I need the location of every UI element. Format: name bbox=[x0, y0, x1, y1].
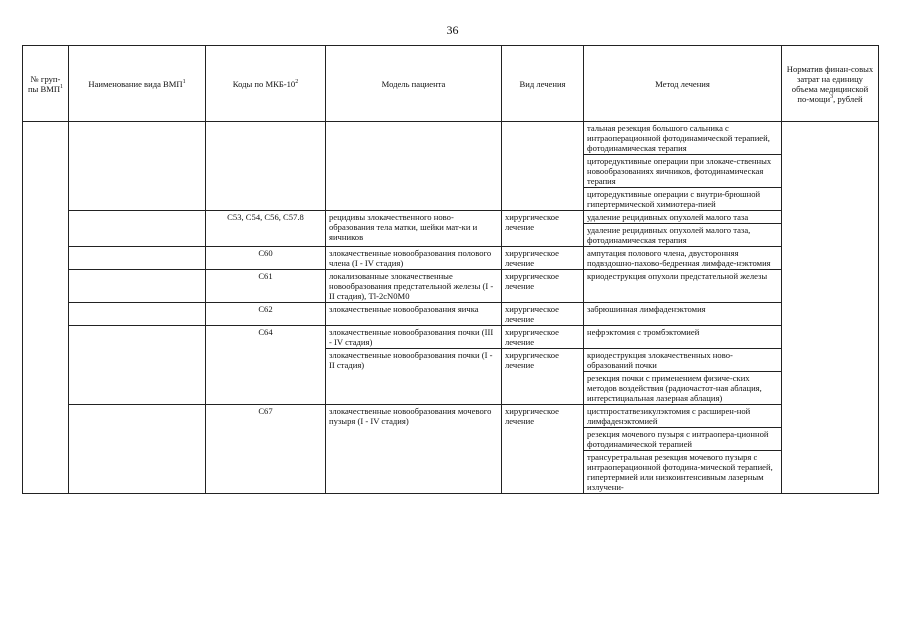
method-cell: трансуретральная резекция мочевого пузыря с интраоперационной фотодина-мической терапией, гипертермией или низкоинтенсивным лазерным излучени- bbox=[584, 451, 782, 494]
header-treatment: Вид лечения bbox=[502, 46, 584, 122]
name-cell bbox=[69, 247, 206, 270]
name-cell bbox=[69, 326, 206, 405]
header-codes: Коды по МКБ-$10^2$ bbox=[206, 46, 326, 122]
treatment-cell: хирургическое лечение bbox=[502, 326, 584, 349]
table-row bbox=[23, 303, 879, 326]
name-cell bbox=[69, 270, 206, 303]
vmp-table bbox=[22, 45, 879, 494]
treatment-cell: хирургическое лечение bbox=[502, 303, 584, 326]
method-cell: криодеструкция злокачественных ново-образований почки bbox=[584, 349, 782, 372]
method-cell: удаление рецидивных опухолей малого таза bbox=[584, 211, 782, 224]
page-number: 36 bbox=[446, 23, 459, 37]
header-name: Наименование вида ВМП$^1$ bbox=[69, 46, 206, 122]
treatment-cell: хирургическое лечение bbox=[502, 270, 584, 303]
table-row bbox=[23, 405, 879, 428]
code-cell: C67 bbox=[206, 405, 326, 494]
table-row bbox=[23, 211, 879, 224]
method-cell: резекция мочевого пузыря с интраопера-ционной фотодинамической терапией bbox=[584, 428, 782, 451]
table-row bbox=[23, 247, 879, 270]
norm-cell bbox=[782, 122, 879, 494]
method-cell: удаление рецидивных опухолей малого таза, фотодинамическая терапия bbox=[584, 224, 782, 247]
name-cell bbox=[69, 211, 206, 247]
header-norm: Норматив финан-совых затрат на единицу объема медицинской по-мощи$^3$, рублей bbox=[782, 46, 879, 122]
model-cell: злокачественные новообразования почки (III - IV стадия) bbox=[326, 326, 502, 349]
method-cell: нефрэктомия с тромбэктомией bbox=[584, 326, 782, 349]
treatment-cell: хирургическое лечение bbox=[502, 211, 584, 247]
model-cell: локализованные злокачественные новообразования предстательной железы (I - II стадия), Tl-2cN0M0 bbox=[326, 270, 502, 303]
treatment-cell bbox=[502, 122, 584, 211]
method-cell: забрюшинная лимфаденэктомия bbox=[584, 303, 782, 326]
header-row bbox=[23, 46, 879, 122]
method-cell: тальная резекция большого сальника с интраоперационной фотодинамической терапией, фотодинамическая терапия bbox=[584, 122, 782, 155]
code-cell: C61 bbox=[206, 270, 326, 303]
method-cell: цистпростатвезикулэктомия с расширен-ной лимфаденэктомией bbox=[584, 405, 782, 428]
code-cell: C64 bbox=[206, 326, 326, 405]
treatment-cell: хирургическое лечение bbox=[502, 247, 584, 270]
header-model: Модель пациента bbox=[326, 46, 502, 122]
model-cell: злокачественные новообразования почки (I - II стадия) bbox=[326, 349, 502, 405]
code-cell: C60 bbox=[206, 247, 326, 270]
code-cell: C53, C54, C56, C57.8 bbox=[206, 211, 326, 247]
model-cell: злокачественные новообразования яичка bbox=[326, 303, 502, 326]
header-group: № груп-пы ВМП$^1$ bbox=[23, 46, 69, 122]
method-cell: резекция почки с применением физиче-ских методов воздействия (радиочастот-ная аблация, интерстициальная лазерная аблация) bbox=[584, 372, 782, 405]
group-cell bbox=[23, 122, 69, 494]
code-cell bbox=[206, 122, 326, 211]
model-cell: рецидивы злокачественного ново-образования тела матки, шейки мат-ки и яичников bbox=[326, 211, 502, 247]
code-cell: C62 bbox=[206, 303, 326, 326]
method-cell: криодеструкция опухоли предстательной железы bbox=[584, 270, 782, 303]
name-cell bbox=[69, 122, 206, 211]
header-method: Метод лечения bbox=[584, 46, 782, 122]
model-cell: злокачественные новообразования мочевого пузыря (I - IV стадия) bbox=[326, 405, 502, 494]
table-row bbox=[23, 270, 879, 303]
model-cell bbox=[326, 122, 502, 211]
table-row bbox=[23, 326, 879, 349]
name-cell bbox=[69, 303, 206, 326]
method-cell: ампутация полового члена, двусторонняя подвздошно-пахово-бедренная лимфаде-нэктомия bbox=[584, 247, 782, 270]
method-cell: циторедуктивные операции при злокаче-ственных новообразованиях яичников, фотодинамическая терапия bbox=[584, 155, 782, 188]
treatment-cell: хирургическое лечение bbox=[502, 405, 584, 494]
name-cell bbox=[69, 405, 206, 494]
table-row bbox=[23, 122, 879, 155]
treatment-cell: хирургическое лечение bbox=[502, 349, 584, 405]
model-cell: злокачественные новообразования полового члена (I - IV стадия) bbox=[326, 247, 502, 270]
method-cell: циторедуктивные операции с внутри-брюшной гипертермической химиотера-пией bbox=[584, 188, 782, 211]
